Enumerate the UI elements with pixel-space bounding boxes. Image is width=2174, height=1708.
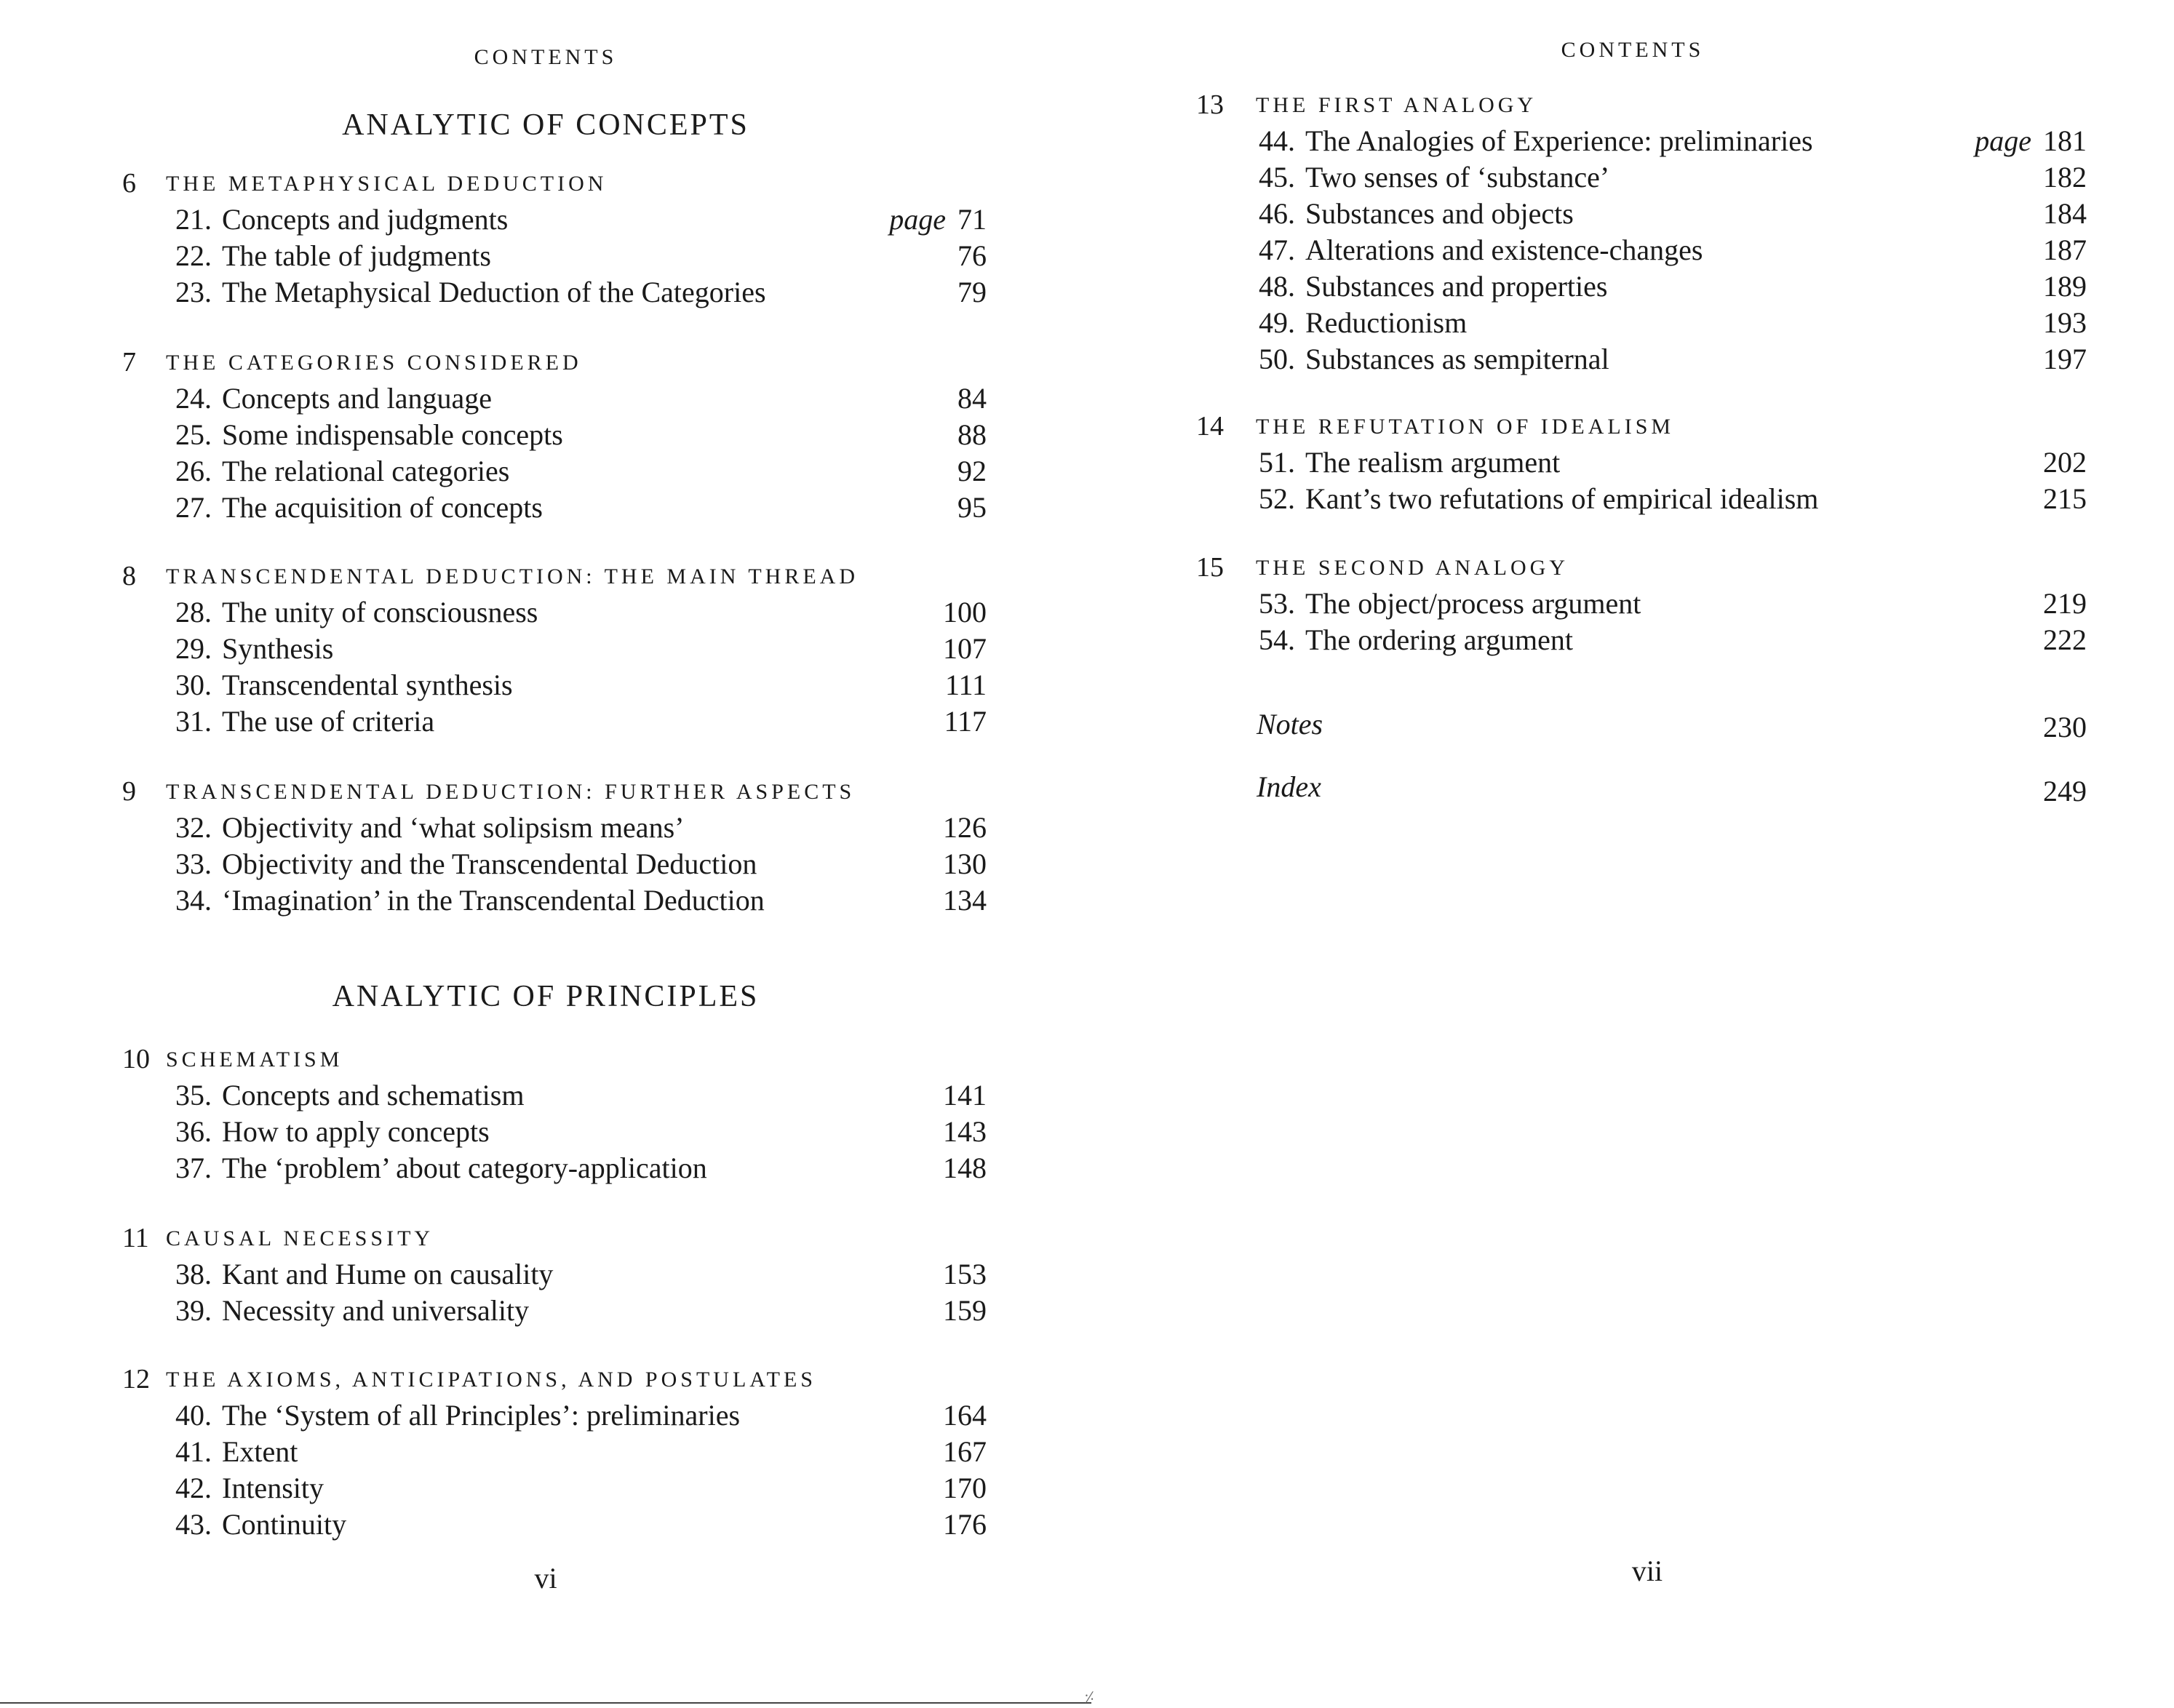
section-title: The Analogies of Experience: preliminaries bbox=[1305, 124, 1813, 157]
section-title: Extent bbox=[222, 1435, 298, 1468]
section-title: The realism argument bbox=[1305, 446, 1561, 479]
section-title: Objectivity and the Transcendental Deduction bbox=[222, 847, 757, 880]
section-number: 32. bbox=[175, 811, 212, 844]
section-number: 36. bbox=[175, 1115, 212, 1148]
toc-entry bbox=[175, 202, 987, 239]
index-label: Index bbox=[1257, 770, 1321, 803]
chapter-title: THE METAPHYSICAL DEDUCTION bbox=[166, 172, 608, 196]
section-title: Transcendental synthesis bbox=[222, 669, 513, 701]
chapter-number: 6 bbox=[122, 168, 136, 199]
toc-entry bbox=[175, 1078, 987, 1114]
chapter-title: SCHEMATISM bbox=[166, 1047, 343, 1072]
chapter-title: TRANSCENDENTAL DEDUCTION: THE MAIN THREAD bbox=[166, 564, 859, 588]
section-title: The ‘problem’ about category-application bbox=[222, 1152, 707, 1184]
page-number: 181 bbox=[2043, 124, 2087, 157]
part-title-principles: ANALYTIC OF PRINCIPLES bbox=[332, 980, 760, 1013]
toc-entry bbox=[175, 1257, 987, 1293]
folio-right: vii bbox=[1631, 1555, 1663, 1587]
page-number: 159 bbox=[943, 1294, 987, 1327]
toc-entry bbox=[1259, 124, 2087, 160]
page-number: 117 bbox=[944, 705, 987, 738]
toc-entry bbox=[175, 1398, 987, 1434]
toc-entry bbox=[175, 704, 987, 741]
section-title: Substances and objects bbox=[1305, 197, 1574, 230]
section-title: The relational categories bbox=[222, 455, 510, 487]
chapter-title: THE SECOND ANALOGY bbox=[1256, 556, 1569, 580]
toc-entry bbox=[175, 1471, 987, 1507]
page-number: 95 bbox=[957, 491, 987, 524]
section-title: The acquisition of concepts bbox=[222, 491, 543, 524]
scan-edge-line bbox=[0, 1702, 1091, 1704]
page-number: 107 bbox=[943, 632, 987, 665]
toc-entry bbox=[175, 1114, 987, 1151]
section-number: 49. bbox=[1259, 306, 1295, 339]
page-number: 184 bbox=[2043, 197, 2087, 230]
page-number: 219 bbox=[2043, 587, 2087, 620]
scan-mark: ⸓ bbox=[1084, 1688, 1095, 1707]
right-page bbox=[1087, 0, 2174, 1708]
toc-entry bbox=[1259, 196, 2087, 233]
chapter-number: 10 bbox=[122, 1044, 150, 1074]
toc-entry bbox=[175, 1293, 987, 1330]
chapter-number: 7 bbox=[122, 347, 136, 378]
page-number: 71 bbox=[957, 203, 987, 236]
toc-entry bbox=[175, 275, 987, 311]
toc-entry bbox=[175, 1151, 987, 1187]
toc-entry bbox=[1259, 269, 2087, 306]
page-number: 202 bbox=[2043, 446, 2087, 479]
page-number: 143 bbox=[943, 1115, 987, 1148]
page-number: 164 bbox=[943, 1399, 987, 1432]
section-title: Two senses of ‘substance’ bbox=[1305, 161, 1610, 193]
toc-entry bbox=[175, 668, 987, 704]
section-number: 30. bbox=[175, 669, 212, 701]
notes-page: 230 bbox=[2043, 711, 2087, 743]
toc-entry bbox=[175, 595, 987, 631]
chapter-number: 15 bbox=[1196, 552, 1224, 583]
page-word: page bbox=[889, 203, 946, 236]
chapter-number: 9 bbox=[122, 776, 136, 807]
section-number: 25. bbox=[175, 418, 212, 451]
page-number: 126 bbox=[943, 811, 987, 844]
chapter-number: 8 bbox=[122, 561, 136, 591]
page-number: 100 bbox=[943, 596, 987, 628]
chapter-number: 13 bbox=[1196, 89, 1224, 120]
section-number: 21. bbox=[175, 203, 212, 236]
section-number: 47. bbox=[1259, 234, 1295, 266]
toc-entry bbox=[1259, 482, 2087, 518]
toc-entry bbox=[1259, 623, 2087, 659]
section-title: Kant and Hume on causality bbox=[222, 1258, 554, 1290]
toc-entry bbox=[175, 883, 987, 919]
section-title: The Metaphysical Deduction of the Categories bbox=[222, 276, 766, 308]
chapter-title: THE CATEGORIES CONSIDERED bbox=[166, 351, 582, 375]
page-number: 182 bbox=[2043, 161, 2087, 193]
folio-left: vi bbox=[534, 1562, 557, 1595]
toc-entry bbox=[1259, 233, 2087, 269]
section-title: Substances as sempiternal bbox=[1305, 343, 1609, 375]
section-number: 31. bbox=[175, 705, 212, 738]
page-number: 92 bbox=[957, 455, 987, 487]
section-title: The table of judgments bbox=[222, 239, 491, 272]
section-title: Concepts and language bbox=[222, 382, 492, 415]
toc-entry bbox=[175, 810, 987, 847]
section-number: 41. bbox=[175, 1435, 212, 1468]
section-number: 50. bbox=[1259, 343, 1295, 375]
section-title: Concepts and judgments bbox=[222, 203, 509, 236]
section-title: Necessity and universality bbox=[222, 1294, 530, 1327]
running-head: CONTENTS bbox=[1561, 38, 1705, 62]
page-number: 187 bbox=[2043, 234, 2087, 266]
page-number: 167 bbox=[943, 1435, 987, 1468]
section-number: 44. bbox=[1259, 124, 1295, 157]
section-number: 51. bbox=[1259, 446, 1295, 479]
page-number: 79 bbox=[957, 276, 987, 308]
chapter-title: TRANSCENDENTAL DEDUCTION: FURTHER ASPECTS bbox=[166, 780, 856, 804]
chapter-number: 12 bbox=[122, 1364, 150, 1394]
section-number: 29. bbox=[175, 632, 212, 665]
page-number: 141 bbox=[943, 1079, 987, 1112]
toc-entry bbox=[1259, 342, 2087, 378]
page-word: page bbox=[1975, 124, 2031, 157]
section-title: The ‘System of all Principles’: preliminaries bbox=[222, 1399, 741, 1432]
section-title: The use of criteria bbox=[222, 705, 435, 738]
page-number: 215 bbox=[2043, 482, 2087, 515]
section-title: Concepts and schematism bbox=[222, 1079, 525, 1112]
toc-entry bbox=[175, 631, 987, 668]
part-title-concepts: ANALYTIC OF CONCEPTS bbox=[342, 108, 749, 142]
toc-entry bbox=[175, 1434, 987, 1471]
toc-entry bbox=[175, 418, 987, 454]
page-number: 197 bbox=[2043, 343, 2087, 375]
page-number: 76 bbox=[957, 239, 987, 272]
page-number: 148 bbox=[943, 1152, 987, 1184]
section-title: Intensity bbox=[222, 1472, 324, 1504]
page-number: 170 bbox=[943, 1472, 987, 1504]
section-title: Substances and properties bbox=[1305, 270, 1608, 303]
section-number: 35. bbox=[175, 1079, 212, 1112]
section-number: 46. bbox=[1259, 197, 1295, 230]
toc-entry bbox=[1259, 445, 2087, 482]
section-number: 33. bbox=[175, 847, 212, 880]
section-title: The unity of consciousness bbox=[222, 596, 538, 628]
section-number: 40. bbox=[175, 1399, 212, 1432]
section-number: 43. bbox=[175, 1508, 212, 1541]
section-title: ‘Imagination’ in the Transcendental Deduction bbox=[222, 884, 765, 917]
section-number: 37. bbox=[175, 1152, 212, 1184]
index-page: 249 bbox=[2043, 775, 2087, 807]
running-head: CONTENTS bbox=[474, 45, 618, 69]
toc-entry bbox=[175, 239, 987, 275]
toc-entry bbox=[175, 490, 987, 527]
page-number: 153 bbox=[943, 1258, 987, 1290]
chapter-title: THE FIRST ANALOGY bbox=[1256, 93, 1537, 117]
section-title: Alterations and existence-changes bbox=[1305, 234, 1703, 266]
toc-entry bbox=[1259, 586, 2087, 623]
section-number: 34. bbox=[175, 884, 212, 917]
section-title: The ordering argument bbox=[1305, 623, 1574, 656]
toc-entry bbox=[175, 1507, 987, 1544]
page-number: 193 bbox=[2043, 306, 2087, 339]
page-number: 222 bbox=[2043, 623, 2087, 656]
section-title: Reductionism bbox=[1305, 306, 1468, 339]
toc-entry bbox=[175, 847, 987, 883]
page-number: 176 bbox=[943, 1508, 987, 1541]
page-number: 88 bbox=[957, 418, 987, 451]
page-number: 130 bbox=[943, 847, 987, 880]
notes-label: Notes bbox=[1257, 708, 1323, 741]
section-number: 42. bbox=[175, 1472, 212, 1504]
section-number: 53. bbox=[1259, 587, 1295, 620]
section-number: 24. bbox=[175, 382, 212, 415]
toc-entry bbox=[175, 454, 987, 490]
section-number: 48. bbox=[1259, 270, 1295, 303]
toc-entry bbox=[1259, 306, 2087, 342]
section-number: 23. bbox=[175, 276, 212, 308]
section-number: 45. bbox=[1259, 161, 1295, 193]
section-number: 38. bbox=[175, 1258, 212, 1290]
section-title: Objectivity and ‘what solipsism means’ bbox=[222, 811, 685, 844]
chapter-title: THE AXIOMS, ANTICIPATIONS, AND POSTULATES bbox=[166, 1368, 816, 1392]
chapter-title: CAUSAL NECESSITY bbox=[166, 1226, 434, 1250]
page-number: 84 bbox=[957, 382, 987, 415]
chapter-number: 14 bbox=[1196, 411, 1224, 442]
section-number: 28. bbox=[175, 596, 212, 628]
section-title: How to apply concepts bbox=[222, 1115, 490, 1148]
section-title: Continuity bbox=[222, 1508, 347, 1541]
chapter-title: THE REFUTATION OF IDEALISM bbox=[1256, 415, 1675, 439]
section-number: 39. bbox=[175, 1294, 212, 1327]
section-number: 52. bbox=[1259, 482, 1295, 515]
section-title: Synthesis bbox=[222, 632, 334, 665]
section-title: Some indispensable concepts bbox=[222, 418, 563, 451]
section-title: Kant’s two refutations of empirical idealism bbox=[1305, 482, 1819, 515]
section-number: 27. bbox=[175, 491, 212, 524]
page-number: 189 bbox=[2043, 270, 2087, 303]
section-title: The object/process argument bbox=[1305, 587, 1641, 620]
section-number: 22. bbox=[175, 239, 212, 272]
toc-entry bbox=[175, 381, 987, 418]
section-number: 54. bbox=[1259, 623, 1295, 656]
toc-entry bbox=[1259, 160, 2087, 196]
page-number: 134 bbox=[943, 884, 987, 917]
section-number: 26. bbox=[175, 455, 212, 487]
page-number: 111 bbox=[944, 669, 987, 701]
chapter-number: 11 bbox=[122, 1223, 149, 1253]
